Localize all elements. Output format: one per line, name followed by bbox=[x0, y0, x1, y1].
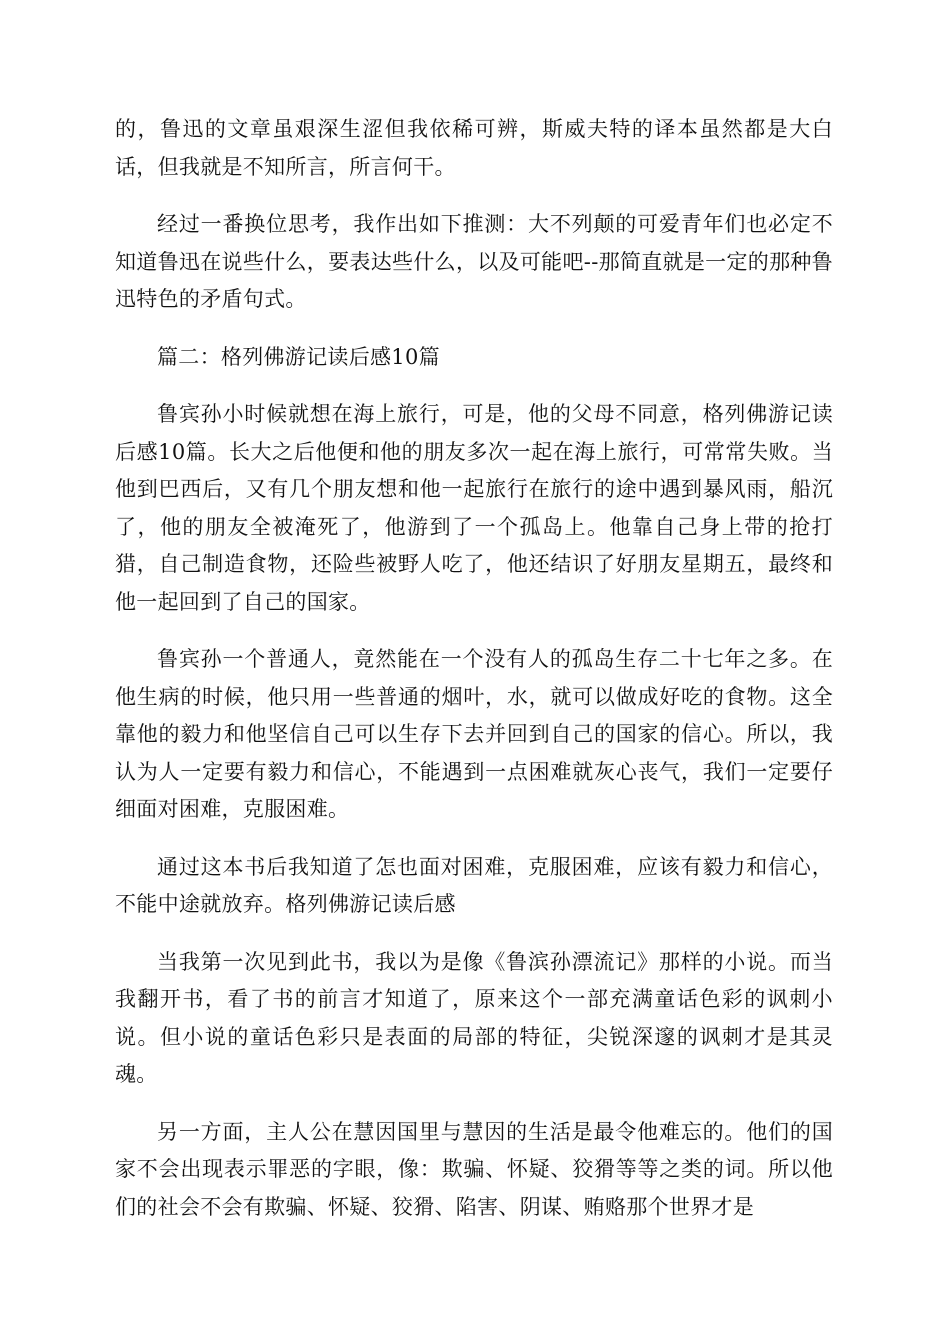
document-body bbox=[115, 111, 833, 1246]
paragraph: 的，鲁迅的文章虽艰深生涩但我依稀可辨，斯威夫特的译本虽然都是大白话，但我就是不知所言，所言何干。 bbox=[115, 117, 833, 179]
paragraph: 另一方面，主人公在慧因国里与慧因的生活是最令他难忘的。他们的国家不会出现表示罪恶的字眼，像：欺骗、怀疑、狡猾等等之类的词。所以他们的社会不会有欺骗、怀疑、狡猾、陷害、阴谋、贿赂那个世界才是 bbox=[115, 1119, 833, 1219]
paragraph: 鲁宾孙一个普通人，竟然能在一个没有人的孤岛生存二十七年之多。在他生病的时候，他只用一些普通的烟叶，水，就可以做成好吃的食物。这全靠他的毅力和他坚信自己可以生存下去并回到自己的国家的信心。所以，我认为人一定要有毅力和信心，不能遇到一点困难就灰心丧气，我们一定要仔细面对困难，克服困难。 bbox=[115, 647, 833, 821]
paragraph: 当我第一次见到此书，我以为是像《鲁滨孙漂流记》那样的小说。而当我翻开书，看了书的前言才知道了，原来这个一部充满童话色彩的讽刺小说。但小说的童话色彩只是表面的局部的特征，尖锐深邃的讽刺才是其灵魂。 bbox=[115, 949, 833, 1086]
paragraph: 通过这本书后我知道了怎也面对困难，克服困难，应该有毅力和信心，不能中途就放弃。格列佛游记读后感 bbox=[115, 854, 833, 916]
paragraph: 鲁宾孙小时候就想在海上旅行，可是，他的父母不同意，格列佛游记读后感10篇。长大之后他便和他的朋友多次一起在海上旅行，可常常失败。当他到巴西后，又有几个朋友想和他一起旅行在旅行的途中遇到暴风雨，船沉了，他的朋友全被淹死了，他游到了一个孤岛上。他靠自己身上带的抢打猎，自己制造食物，还险些被野人吃了，他还结识了好朋友星期五，最终和他一起回到了自己的国家。 bbox=[115, 402, 833, 614]
section-heading: 篇二：格列佛游记读后感10篇 bbox=[157, 344, 440, 369]
paragraph: 经过一番换位思考，我作出如下推测：大不列颠的可爱青年们也必定不知道鲁迅在说些什么，要表达些什么，以及可能吧--那简直就是一定的那种鲁迅特色的矛盾句式。 bbox=[115, 212, 833, 311]
